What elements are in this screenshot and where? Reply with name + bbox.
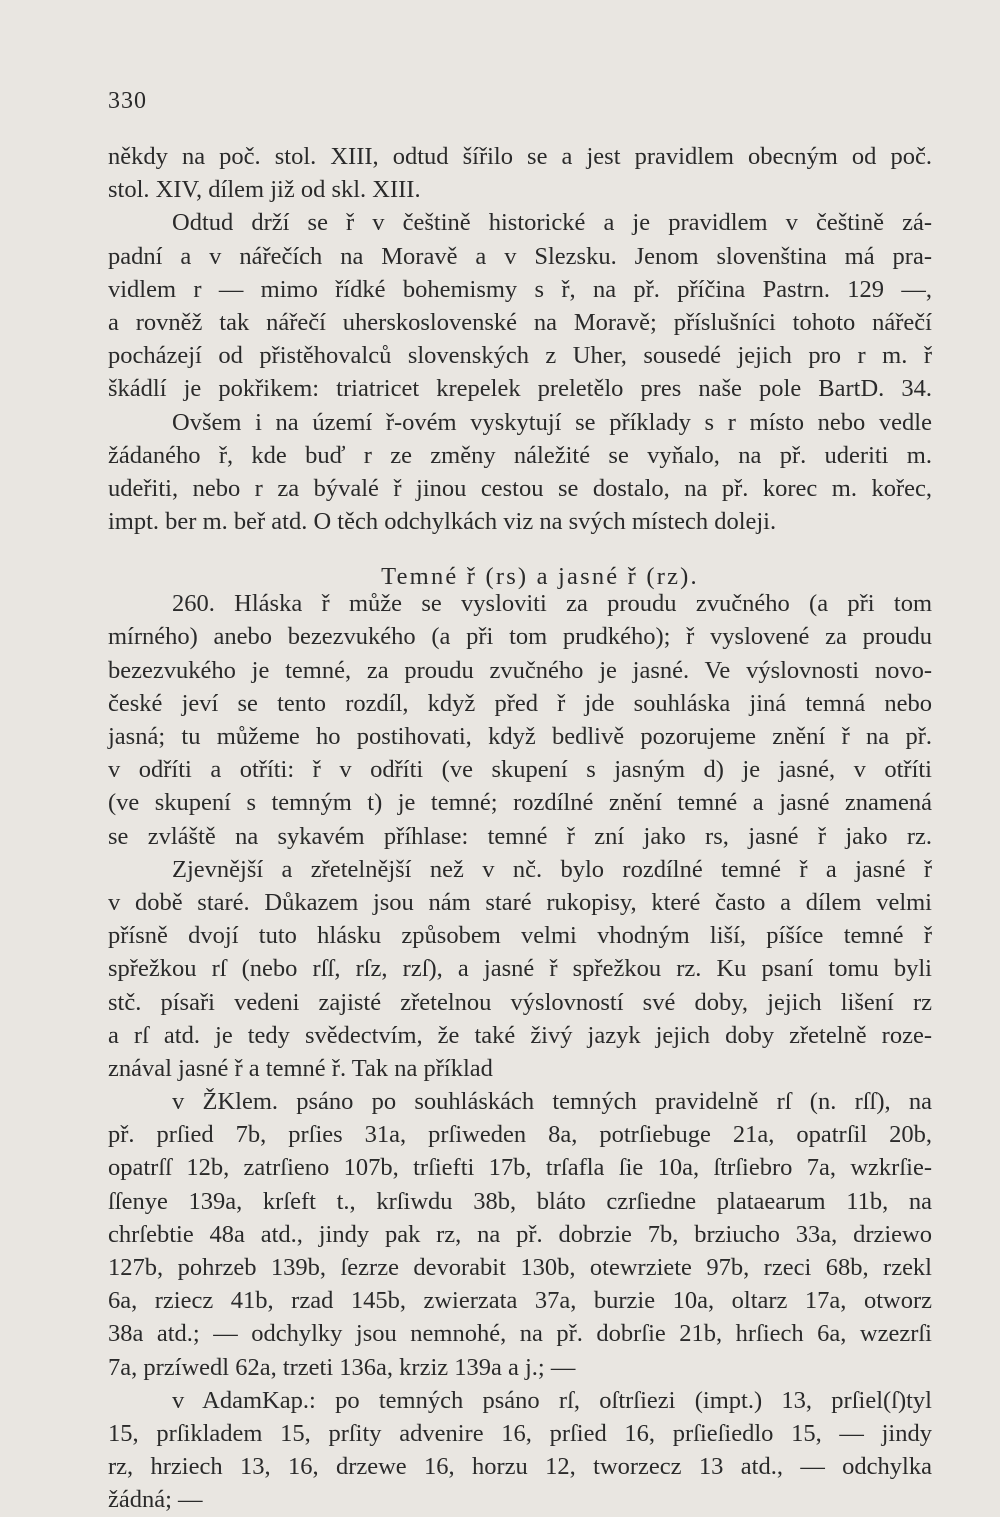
text-line: v AdamKap.: po temných psáno rſ, oſtrſiezi (impt.) 13, prſiel(ſ)tyl bbox=[172, 1386, 932, 1414]
text-line: udeřiti, nebo r za bývalé ř jinou cestou se dostalo, na př. korec m. kořec, bbox=[108, 474, 932, 502]
text-line: 15, prſikladem 15, prſity advenire 16, prſied 16, prſieſiedlo 15, — jindy bbox=[108, 1419, 932, 1447]
section-heading: Temné ř (rs) a jasné ř (rz). bbox=[381, 563, 699, 591]
text-line: ſſenye 139a, krſeft t., krſiwdu 38b, bláto czrſiedne plataearum 11b, na bbox=[108, 1187, 932, 1215]
text-line: jasná; tu můžeme ho postihovati, když bedlivě pozorujeme znění ř na př. bbox=[108, 723, 932, 750]
text-line: v době staré. Důkazem jsou nám staré rukopisy, které často a dílem velmi bbox=[108, 888, 932, 916]
text-line: stč. písaři vedeni zajisté zřetelnou výslovností své doby, jejich lišení rz bbox=[108, 988, 932, 1016]
text-line: Ovšem i na území ř-ovém vyskytují se příklady s r místo nebo vedle bbox=[172, 408, 932, 436]
text-line: se zvláště na sykavém příhlase: temné ř zní jako rs, jasné ř jako rz. bbox=[108, 822, 932, 850]
text-line: př. prſied 7b, prſies 31a, prſiweden 8a, potrſiebuge 21a, opatrſil 20b, bbox=[108, 1121, 932, 1149]
text-line: někdy na poč. stol. XIII, odtud šířilo se a jest pravidlem obecným od poč. bbox=[108, 143, 932, 170]
text-line: 7a, przíwedl 62a, trzeti 136a, krziz 139a a j.; — bbox=[108, 1353, 576, 1381]
text-line: opatrſſ 12b, zatrſieno 107b, trſiefti 17b, trſafla ſie 10a, ſtrſiebro 7a, wzkrſie- bbox=[108, 1154, 932, 1182]
text-line: škádlí je pokřikem: triatricet krepelek preletělo pres naše pole BartD. 34. bbox=[108, 375, 932, 403]
page-body bbox=[108, 140, 932, 1517]
text-line: 38a atd.; — odchylky jsou nemnohé, na př. dobrſie 21b, hrſiech 6a, wzezrſi bbox=[108, 1320, 932, 1348]
text-line: přísně dvojí tuto hlásku způsobem velmi vhodným liší, píšíce temné ř bbox=[108, 922, 932, 950]
text-line: bezezvukého je temné, za proudu zvučného je jasné. Ve výslovnosti novo- bbox=[108, 656, 932, 684]
text-line: mírného) anebo bezezvukého (a při tom prudkého); ř vyslovené za proudu bbox=[108, 623, 932, 651]
text-line: rz, hrziech 13, 16, drzewe 16, horzu 12, tworzecz 13 atd., — odchylka bbox=[108, 1453, 932, 1481]
text-line: (ve skupení s temným t) je temné; rozdílné znění temné a jasné znamená bbox=[108, 789, 932, 817]
text-line: žádná; — bbox=[108, 1486, 203, 1514]
text-line: Odtud drží se ř v češtině historické a je pravidlem v češtině zá- bbox=[172, 209, 932, 237]
text-line: pocházejí od přistěhovalců slovenských z Uher, sousedé jejich pro r m. ř bbox=[108, 342, 932, 370]
text-line: impt. ber m. beř atd. O těch odchylkách viz na svých místech doleji. bbox=[108, 508, 777, 536]
text-line: 260. Hláska ř může se vysloviti za proudu zvučného (a při tom bbox=[172, 590, 932, 618]
text-line: chrſebtie 48a atd., jindy pak rz, na př. dobrzie 7b, brziucho 33a, drziewo bbox=[108, 1220, 932, 1248]
text-line: vidlem r — mimo řídké bohemismy s ř, na př. příčina Pastrn. 129 —, bbox=[108, 275, 932, 303]
text-line: padní a v nářečích na Moravě a v Slezsku. Jenom slovenština má pra- bbox=[108, 242, 932, 270]
text-line: žádaného ř, kde buď r ze změny náležité se vyňalo, na př. uderiti m. bbox=[108, 441, 932, 469]
text-line: v ŽKlem. psáno po souhláskách temných pravidelně rſ (n. rſſ), na bbox=[172, 1088, 932, 1116]
text-line: Zjevnější a zřetelnější než v nč. bylo rozdílné temné ř a jasné ř bbox=[172, 855, 932, 883]
text-line: a rovněž tak nářečí uherskoslovenské na Moravě; příslušníci tohoto nářečí bbox=[108, 308, 932, 336]
text-line: české jeví se tento rozdíl, když před ř jde souhláska jiná temná nebo bbox=[108, 689, 932, 717]
text-line: znával jasné ř a temné ř. Tak na příklad bbox=[108, 1054, 493, 1082]
text-line: v odříti a otříti: ř v odříti (ve skupení s jasným d) je jasné, v otříti bbox=[108, 756, 932, 784]
text-line: stol. XIV, dílem již od skl. XIII. bbox=[108, 176, 421, 204]
text-line: a rſ atd. je tedy svědectvím, že také živý jazyk jejich doby zřetelně roze- bbox=[108, 1021, 932, 1049]
text-line: 127b, pohrzeb 139b, ſezrze devorabit 130b, otewrziete 97b, rzeci 68b, rzekl bbox=[108, 1254, 932, 1281]
text-line: 6a, rziecz 41b, rzad 145b, zwierzata 37a, burzie 10a, oltarz 17a, otworz bbox=[108, 1287, 932, 1315]
page-number: 330 bbox=[108, 88, 147, 114]
text-line: spřežkou rſ (nebo rſſ, rſz, rzſ), a jasné ř spřežkou rz. Ku psaní tomu byli bbox=[108, 955, 932, 983]
